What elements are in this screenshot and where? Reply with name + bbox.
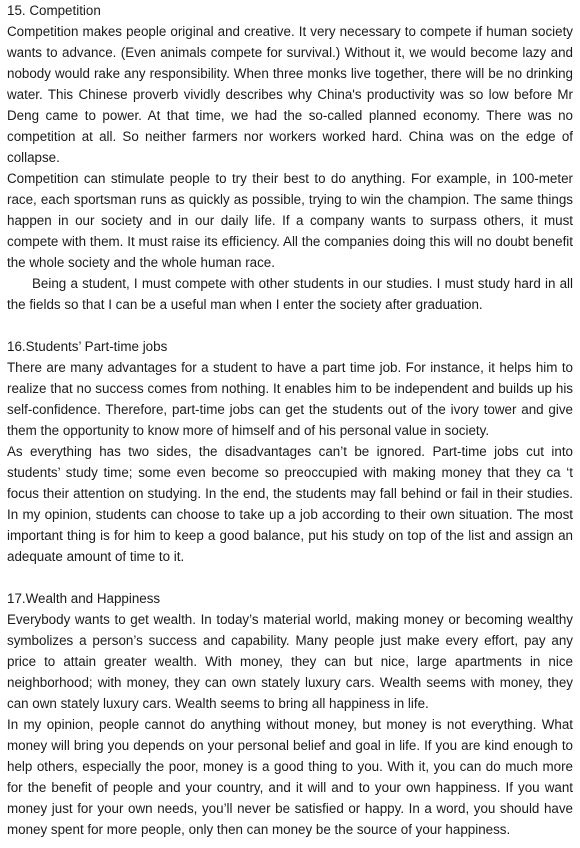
section-title: 17.Wealth and Happiness bbox=[7, 591, 161, 606]
section-title: 16.Students’ Part-time jobs bbox=[7, 339, 168, 354]
paragraph: As everything has two sides, the disadvantages can’t be ignored. Part-time jobs cut into students’ study time; some even become so preoccupied with making money that they ca ‘t focus their attention on studying. In the end, the students may fall behind or fail in their studies. In my opinion, students can choose to take up a job according to their own situation. The most important thing is for him to keep a good balance, put his study on top of the list and assign an adequate amount of time to it. bbox=[7, 444, 573, 564]
paragraph: In my opinion, people cannot do anything without money, but money is not everything. What money will bring you depends on your personal belief and goal in life. If you are kind enough to help others, especially the poor, money is a good thing to you. With it, you can do much more for the benefit of people and your country, and it will and to your own happiness. If you want money just for your own needs, you’ll never be satisfied or happy. In a word, you should have money spent for more people, only then can money be the source of your happiness. bbox=[7, 717, 573, 837]
paragraph: Competition can stimulate people to try their best to do anything. For example, in 100-meter race, each sportsman runs as quickly as possible, trying to win the champion. The same things happen in our society and in our daily life. If a company wants to surpass others, it must compete with them. It must raise its efficiency. All the companies doing this will no doubt benefit the whole society and the whole human race. bbox=[7, 171, 573, 270]
paragraph: There are many advantages for a student to have a part time job. For instance, it helps him to realize that no success comes from nothing. It enables him to be independent and builds up his self-confidence. Therefore, part-time jobs can get the students out of the ivory tower and give them the opportunity to know more of himself and of his personal value in society. bbox=[7, 360, 573, 438]
section-competition bbox=[7, 0, 573, 315]
section-title: 15. Competition bbox=[7, 3, 101, 18]
paragraph: Competition makes people original and creative. It very necessary to compete if human society wants to advance. (Even animals compete for survival.) Without it, we would become lazy and nobody would rake any responsibility. When three monks live together, there will be no drinking water. This Chinese proverb vividly describes why China's productivity was so low before Mr Deng came to power. At that time, we had the so-called planned economy. There was no competition at all. So neither farmers nor workers worked hard. China was on the edge of collapse. bbox=[7, 24, 573, 165]
paragraph: Everybody wants to get wealth. In today’s material world, making money or becoming wealthy symbolizes a person’s success and capability. Many people just make every effort, pay any price to attain greater wealth. With money, they can but nice, large apartments in nice neighborhood; with money, they can own stately luxury cars. Wealth seems with money, they can own stately luxury cars. Wealth seems to bring all happiness in life. bbox=[7, 612, 573, 711]
section-part-time-jobs bbox=[7, 336, 573, 567]
section-spacer bbox=[7, 567, 573, 588]
section-wealth-happiness bbox=[7, 588, 573, 840]
paragraph: Being a student, I must compete with other students in our studies. I must study hard in all the fields so that I can be a useful man when I enter the society after graduation. bbox=[7, 276, 573, 312]
section-spacer bbox=[7, 315, 573, 336]
